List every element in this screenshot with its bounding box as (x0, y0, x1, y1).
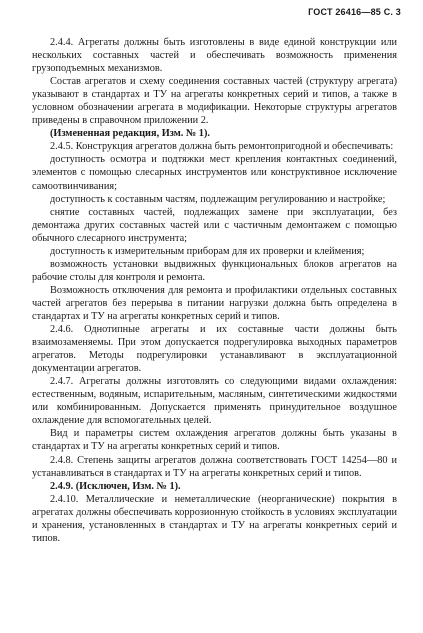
list-item-pullout-blocks: возможность установки выдвижных функциональных блоков агрегатов на рабочие столы для контроля и ремонта. (32, 258, 397, 283)
list-item-instrument-access: доступность к измерительным приборам для их проверки и клеймения; (50, 245, 365, 257)
paragraph-2-4-10: 2.4.10. Металлические и неметаллические (неорганические) покрытия в агрегатах должны обеспечивать коррозионную стойкость в условиях эксплуатации и хранения, установленных в стандартах и ТУ на агрегаты конкретных серий и типов. (32, 493, 397, 544)
paragraph-2-4-8: 2.4.8. Степень защиты агрегатов должна соответствовать ГОСТ 14254—80 и устанавливаться в стандартах и ТУ на агрегаты конкретных серий и типов. (32, 454, 397, 479)
paragraph-disconnection: Возможность отключения для ремонта и профилактики отдельных составных частей агрегатов без перерыва в питании нагрузки должна быть определена в стандартах и ТУ на агрегаты конкретных серий и типов. (32, 284, 397, 322)
paragraph-2-4-7: 2.4.7. Агрегаты должны изготовлять со следующими видами охлаждения: естественным, водяным, испарительным, масляным, синтетическими жидкостями или комбинированным. Допускается применять принудительное воздушное охлаждение для вспомогательных целей. (32, 376, 397, 427)
paragraph-cooling-params: Вид и параметры систем охлаждения агрегатов должны быть указаны в стандартах и ТУ на агрегаты конкретных серий и типов. (32, 428, 397, 453)
amendment-note: (Измененная редакция, Изм. № 1). (50, 128, 210, 140)
page-header: ГОСТ 26416—85 С. 3 (308, 7, 401, 17)
paragraph-structure: Состав агрегатов и схему соединения составных частей (структуру агрегата) указывают в стандартах и ТУ на агрегаты конкретных серий и типов, а также в условном обозначении агрегата в модификации. Некоторые структуры агрегатов приведены в справочном приложении 2. (32, 76, 397, 127)
paragraph-2-4-4: 2.4.4. Агрегаты должны быть изготовлены в виде единой конструкции или нескольких составных частей и обеспечивать возможность применения грузоподъемных механизмов. (32, 37, 397, 75)
paragraph-2-4-5: 2.4.5. Конструкция агрегатов должна быть ремонтопригодной и обеспечивать: (50, 141, 394, 153)
document-body (32, 36, 397, 545)
paragraph-2-4-9: 2.4.9. (Исключен, Изм. № 1). (50, 480, 181, 492)
list-item-inspection-access: доступность осмотра и подтяжки мест крепления контактных соединений, элементов с помощью слесарных инструментов или конструктивное исключение самоотвинчивания; (32, 154, 397, 192)
list-item-removal: снятие составных частей, подлежащих замене при эксплуатации, без демонтажа других составных частей или с частичным демонтажем с помощью обычного слесарного инструмента; (32, 206, 397, 244)
list-item-component-access: доступность к составным частям, подлежащим регулированию и настройке; (50, 193, 386, 205)
paragraph-2-4-6: 2.4.6. Однотипные агрегаты и их составные части должны быть взаимозаменяемы. При этом допускается подрегулировка выходных параметров агрегатов. Методы подрегулировки устанавливают в эксплуатационной документации агрегатов. (32, 324, 397, 375)
